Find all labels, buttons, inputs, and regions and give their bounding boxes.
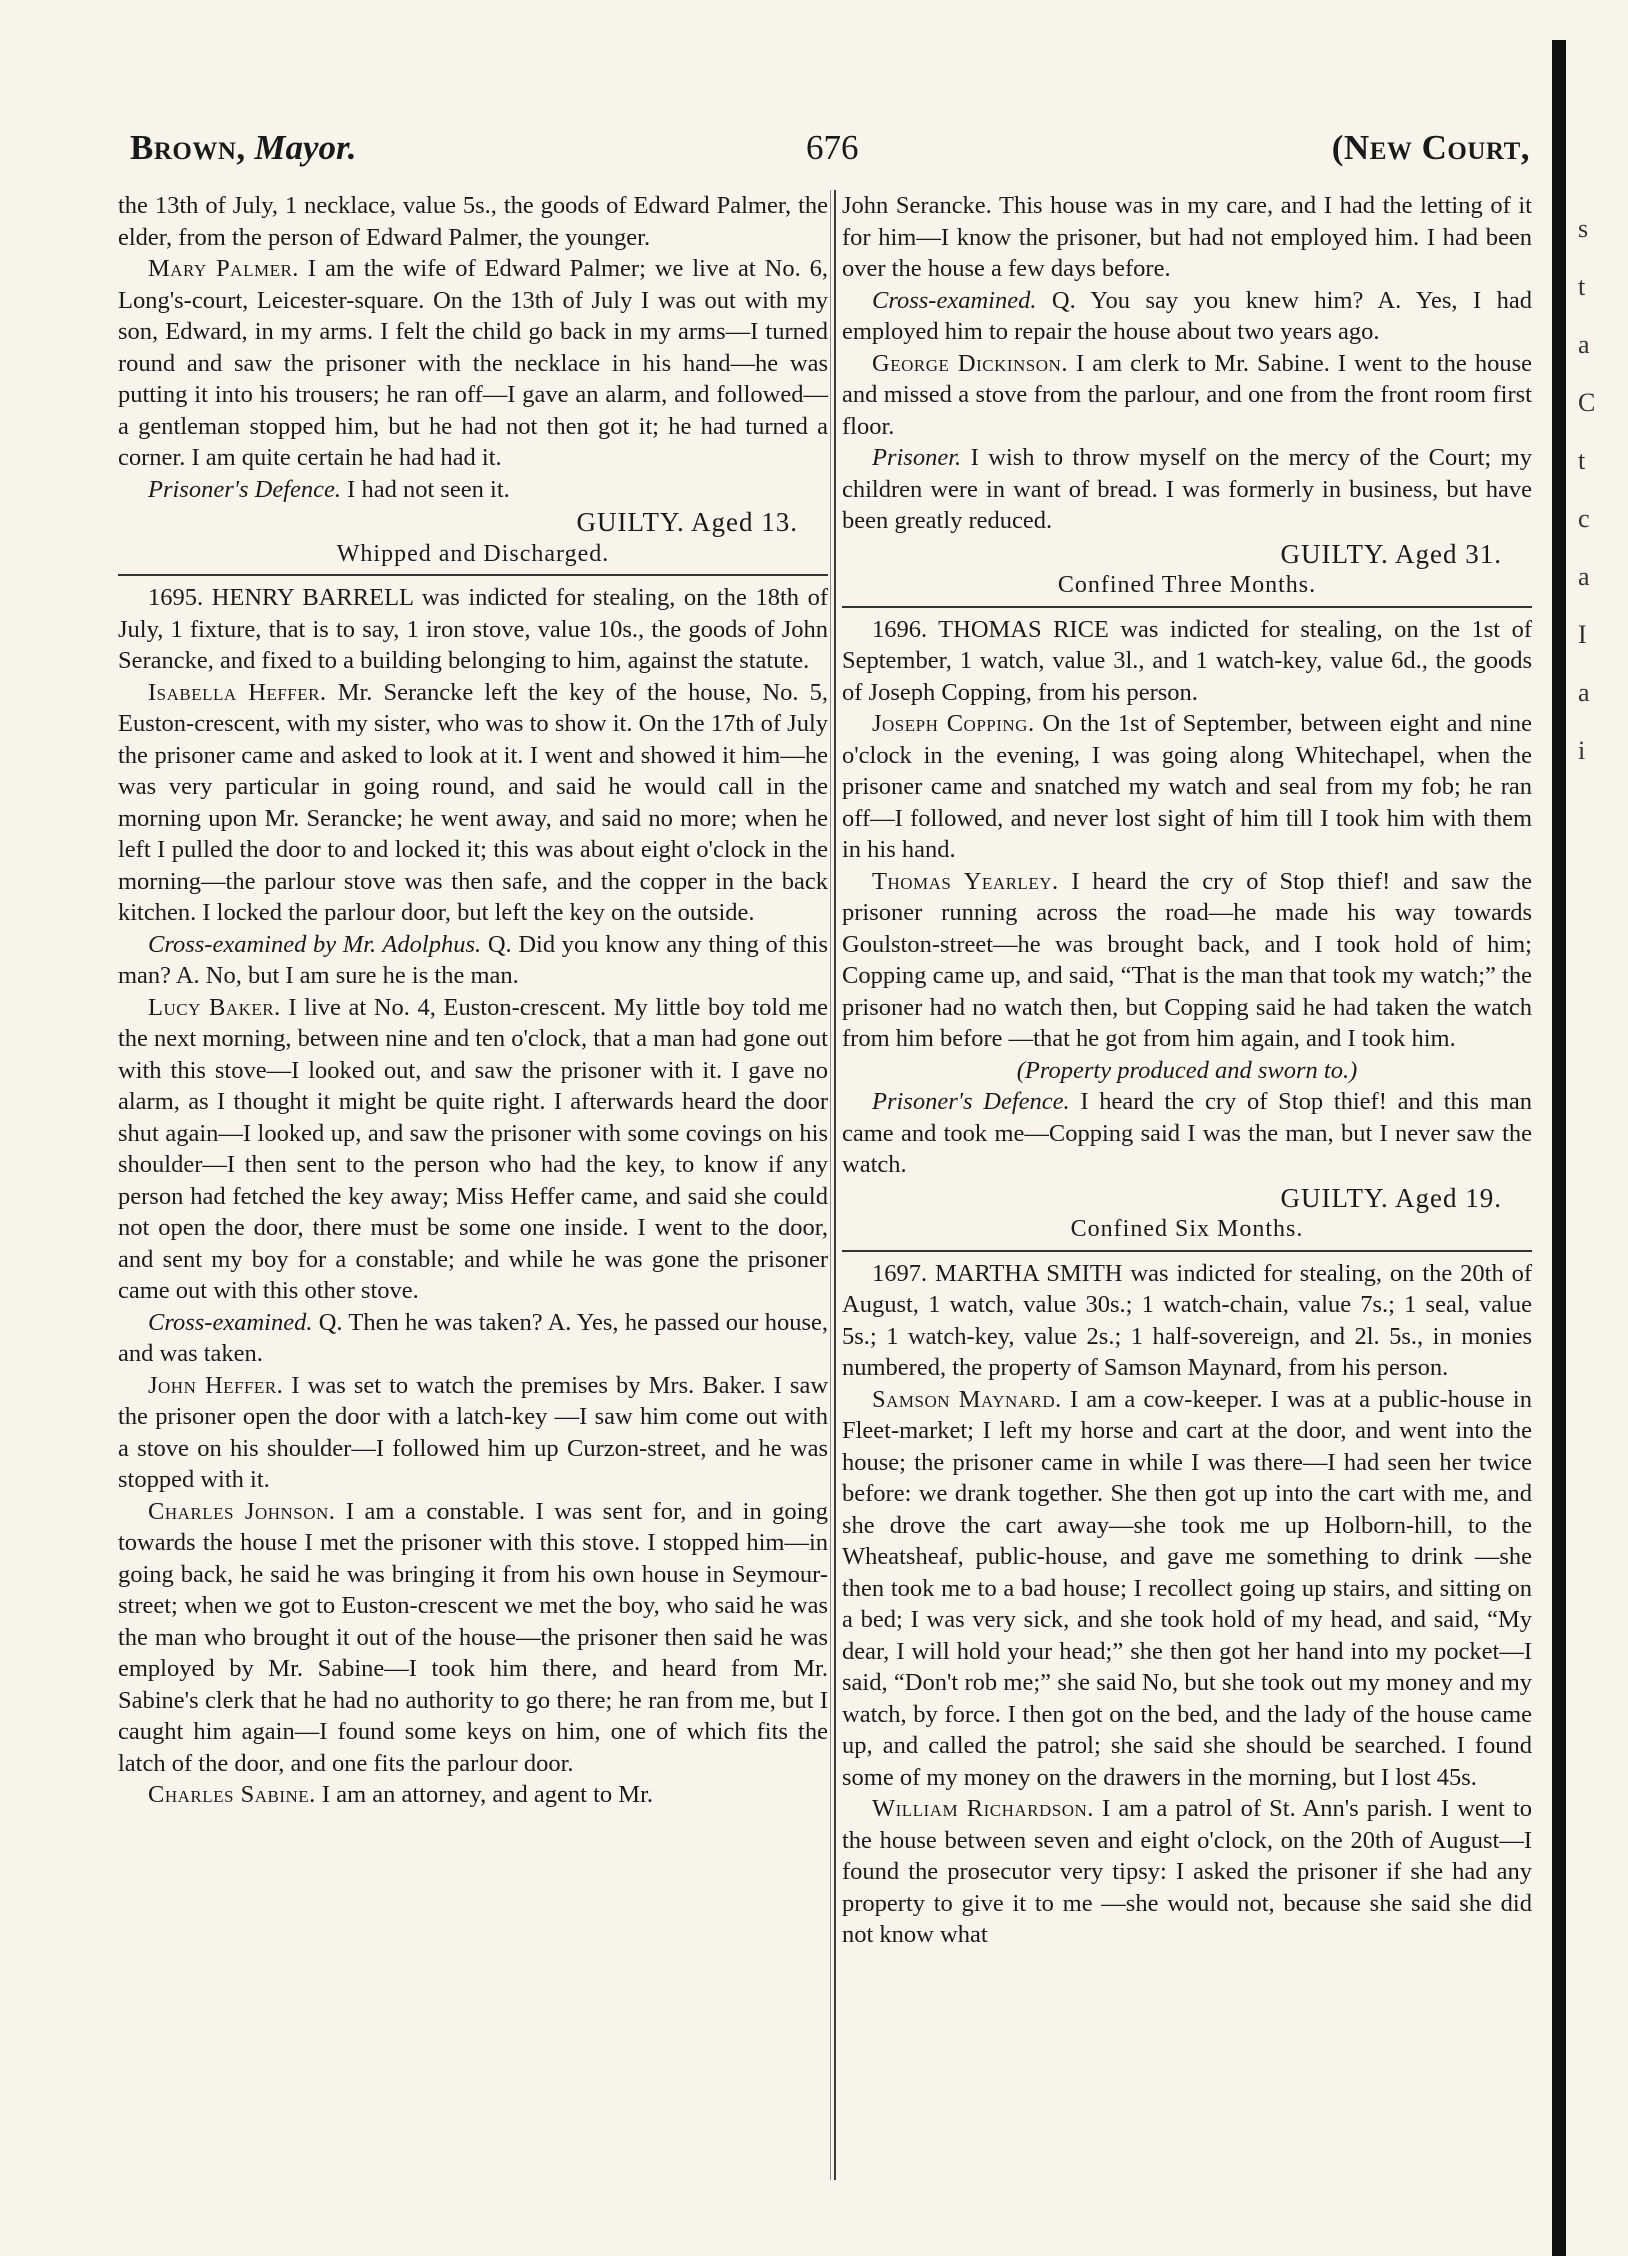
cross-text: Q. Did you know any thing of this man? A. No, but I am sure he is the man. xyxy=(118,930,828,989)
testimony-text: I am the wife of Edward Palmer; we live at No. 6, Long's-court, Leicester-square. On the 13th of July I was out with my son, Edward, in my arms. I felt the child go back in my arms—I turned round and saw the prisoner with the necklace in his hand—he was putting it into his trousers; he ran off—I gave an alarm, and followed—a gentleman stopped him, but he had not then got it; he had turned a corner. I am quite certain he had had it. xyxy=(118,255,829,471)
witness-name: Thomas Yearley. xyxy=(872,867,1059,895)
case-number: 1696. xyxy=(872,615,928,643)
testimony-text: On the 1st of September, between eight and nine o'clock in the evening, I was going along Whitechapel, when the prisoner came and snatched my watch and seal from my fob; he ran off—I followed, and never lost sight of him till I took him with them in his hand. xyxy=(842,710,1532,863)
defence-label: Prisoner's Defence. xyxy=(872,1088,1070,1115)
verdict: GUILTY. Aged 31. xyxy=(1280,538,1502,569)
testimony-text: I was set to watch the premises by Mrs. Baker. I saw the prisoner open the door with a latch-key —I saw him come out with a stove on his shoulder—I followed him up Curzon-street, and he was stopped with it. xyxy=(118,1371,829,1493)
defence xyxy=(842,1086,1532,1181)
case-rule xyxy=(842,606,1532,608)
witness-name: William Richardson. xyxy=(872,1795,1094,1822)
running-header xyxy=(130,128,1530,178)
defendant-name: THOMAS RICE xyxy=(938,615,1109,643)
case-indictment xyxy=(842,1258,1532,1384)
edge-letter: t xyxy=(1578,446,1586,475)
testimony-text: Mr. Serancke left the key of the house, No. 5, Euston-crescent, with my sister, who was to show it. On the 17th of July the prisoner came and asked to look at it. I went and showed it him—he was very particular in going round, and said he would call in the morning upon Mr. Serancke; he went away, and said no more; when he left I pulled the door to and locked it; this was about eight o'clock in the morning—the parlour stove was then safe, and the copper in the back kitchen. I locked the parlour door, but left the key on the outside. xyxy=(118,678,828,926)
verdict: GUILTY. Aged 13. xyxy=(576,507,798,537)
cross-label: Cross-examined by Mr. Adolphus. xyxy=(148,930,482,958)
cross-label: Cross-examined. xyxy=(148,1308,313,1336)
header-left xyxy=(130,128,357,168)
defence-text: I had not seen it. xyxy=(347,475,510,503)
witness-name: Lucy Baker. xyxy=(148,993,281,1021)
witness-name: Charles Johnson. xyxy=(148,1497,336,1525)
testimony-text: I am a constable. I was sent for, and in going towards the house I met the prisoner with this stove. I stopped him—in going back, he said he was bringing it from his own house in Seymour-street; when we got to Euston-crescent we met the boy, who said he was the man who brought it out of the house—the prisoner then said he was employed by Mr. Sabine—I took him there, and heard from Mr. Sabine's clerk that he had no authority to go there; he ran from me, but I caught him again—I found some keys on him, one of which fits the latch of the door, and one fits the parlour door. xyxy=(118,1497,828,1777)
prisoner-statement xyxy=(842,442,1532,537)
property-note: (Property produced and sworn to.) xyxy=(1016,1056,1358,1084)
prisoner-text: I wish to throw myself on the mercy of the Court; my children were in want of bread. I was formerly in business, but have been greatly reduced. xyxy=(842,444,1532,534)
testimony xyxy=(118,1496,828,1780)
cross-examination xyxy=(118,1307,828,1370)
case-indictment xyxy=(842,614,1532,709)
column-divider xyxy=(834,190,836,2180)
header-right: (New Court, xyxy=(1331,128,1530,167)
testimony xyxy=(118,1370,828,1496)
defence-text: I heard the cry of Stop thief! and this man came and took me—Copping said I was the man, but I never saw the watch. xyxy=(842,1088,1532,1178)
edge-letter: s xyxy=(1578,214,1589,243)
right-column xyxy=(842,190,1532,1951)
testimony xyxy=(842,1793,1532,1951)
case-rule xyxy=(118,574,828,576)
defence xyxy=(118,474,828,506)
edge-letter: c xyxy=(1578,504,1590,533)
sentence: Confined Six Months. xyxy=(1070,1216,1304,1242)
testimony xyxy=(118,253,828,474)
cross-examination xyxy=(842,285,1532,348)
witness-name: Mary Palmer. xyxy=(148,255,299,282)
case-rule xyxy=(842,1250,1532,1252)
case-number: 1695. xyxy=(148,584,204,611)
adjacent-page-fragment xyxy=(1578,200,1628,2100)
case-number: 1697. xyxy=(872,1259,928,1287)
indictment-text: was indicted for stealing, on the 1st of September, 1 watch, value 3l., and 1 watch-key, value 6d., the goods of Joseph Copping, from his person. xyxy=(842,615,1532,706)
edge-letter: C xyxy=(1578,388,1596,417)
witness-name: Samson Maynard. xyxy=(872,1385,1062,1413)
edge-letter: a xyxy=(1578,678,1590,707)
case-indictment xyxy=(118,582,828,677)
testimony xyxy=(118,1779,828,1811)
edge-letter: t xyxy=(1578,272,1586,301)
testimony xyxy=(118,677,828,929)
cross-text: Q. You say you knew him? A. Yes, I had employed him to repair the house about two years ago. xyxy=(842,286,1533,345)
witness-name: Isabella Heffer. xyxy=(148,678,327,706)
testimony-text: I am a patrol of St. Ann's parish. I went to the house between seven and eight o'clock, on the 20th of August—I found the prosecutor very tipsy: I asked the prisoner if she had any property to give it to me —she would not, because she said she did not know what xyxy=(842,1795,1533,1948)
verdict: GUILTY. Aged 19. xyxy=(1280,1182,1502,1213)
sentence: Whipped and Discharged. xyxy=(336,540,610,567)
left-column xyxy=(118,190,828,1811)
testimony-text: I am clerk to Mr. Sabine. I went to the house and missed a stove from the parlour, and one from the front room first floor. xyxy=(842,349,1532,440)
page-gutter-shadow xyxy=(1552,40,1566,2256)
cross-text: Q. Then he was taken? A. Yes, he passed our house, and was taken. xyxy=(118,1308,829,1367)
edge-letter: I xyxy=(1578,620,1587,649)
paragraph: the 13th of July, 1 necklace, value 5s., the goods of Edward Palmer, the elder, from the person of Edward Palmer, the younger. xyxy=(118,192,828,251)
testimony xyxy=(842,708,1532,866)
testimony xyxy=(842,866,1532,1055)
header-title: Mayor. xyxy=(254,128,357,167)
witness-name: George Dickinson. xyxy=(872,349,1068,377)
testimony xyxy=(842,348,1532,443)
sentence: Confined Three Months. xyxy=(1057,572,1317,598)
paragraph: John Serancke. This house was in my care, and I had the letting of it for him—I know the prisoner, but had not employed him. I had been over the house a few days before. xyxy=(842,192,1532,282)
prisoner-label: Prisoner. xyxy=(872,444,962,471)
column-divider-thin xyxy=(830,190,831,2180)
indictment-text: was indicted for stealing, on the 20th of August, 1 watch, value 30s.; 1 watch-chain, value 7s.; 1 seal, value 5s.; 1 watch-key, value 2s.; 1 half-sovereign, and 2l. 5s., in monies numbered, the property of Samson Maynard, from his person. xyxy=(842,1259,1533,1381)
defendant-name: MARTHA SMITH xyxy=(935,1259,1123,1287)
cross-label: Cross-examined. xyxy=(872,286,1037,314)
testimony-text: I am an attorney, and agent to Mr. xyxy=(321,1781,654,1808)
indictment-text: was indicted for stealing, on the 18th of July, 1 fixture, that is to say, 1 iron stove, value 10s., the goods of John Serancke, and fixed to a building belonging to him, against the statute. xyxy=(118,584,828,674)
testimony xyxy=(118,992,828,1307)
edge-letter: a xyxy=(1578,330,1590,359)
witness-name: Joseph Copping. xyxy=(872,710,1035,737)
edge-letter: a xyxy=(1578,562,1590,591)
testimony-text: I live at No. 4, Euston-crescent. My little boy told me the next morning, between nine and ten o'clock, that a man had gone out with this stove—I looked out, and saw the prisoner with it. I gave no alarm, as I thought it might be quite right. I afterwards heard the door shut again—I looked up, and saw the prisoner with some covings on his shoulder—I then sent to the person who had the key, to know if any person had fetched the key away; Miss Heffer came, and said she could not open the door, there must be some one inside. I went to the door, and sent my boy for a constable; and while he was gone the prisoner came out with this other stove. xyxy=(118,993,828,1304)
defence-label: Prisoner's Defence. xyxy=(148,475,342,503)
cross-examination xyxy=(118,929,828,992)
header-name: Brown, xyxy=(130,128,246,167)
witness-name: Charles Sabine. xyxy=(148,1781,316,1808)
edge-letter: i xyxy=(1578,736,1586,765)
page-number: 676 xyxy=(806,128,859,167)
testimony xyxy=(842,1384,1532,1794)
defendant-name: HENRY BARRELL xyxy=(211,584,414,611)
testimony-text: I heard the cry of Stop thief! and saw the prisoner running across the road—he made his way towards Goulston-street—he was brought back, and I took hold of him; Copping came up, and said, “That is the man that took my watch;” the prisoner had no watch then, but Copping said he had taken the watch from him before —that he got from him again, and I took him. xyxy=(842,867,1532,1052)
witness-name: John Heffer. xyxy=(148,1371,284,1399)
testimony-text: I am a cow-keeper. I was at a public-house in Fleet-market; I left my horse and cart at the door, and went into the house; the prisoner came in while I was there—I had seen her twice before: we drank together. She then got up into the cart with me, and she drove the cart away—she took me up Holborn-hill, to the Wheatsheaf, public-house, and gave me something to drink —she then took me to a bad house; I recollect going up stairs, and sitting on a bed; I was very sick, and she took hold of my head, and said, “My dear, I will hold your head;” she then got her hand into my pocket—I said, “Don't rob me;” she said No, but she took out my money and my watch, by force. I then got on the bed, and the lady of the house came up, and called the patrol; she said she should be searched. I found some of my money on the drawers in the morning, but I lost 45s. xyxy=(842,1385,1532,1791)
